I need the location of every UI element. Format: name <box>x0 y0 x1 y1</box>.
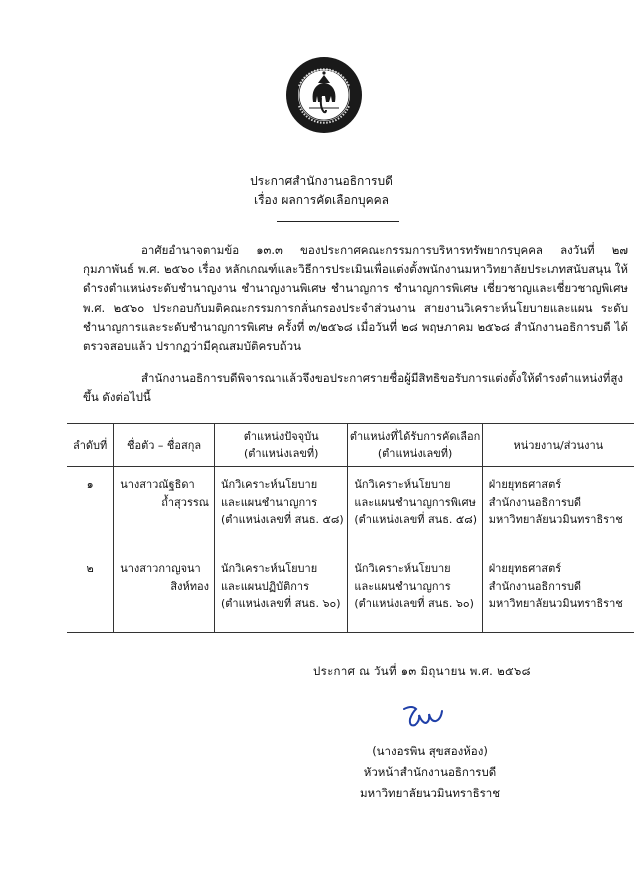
table-row <box>67 551 634 633</box>
current-position: นักวิเคราะห์นโยบาย และแผนปฏิบัติการ (ตำแหน่งเลขที่ สนธ. ๖๐) <box>214 551 347 633</box>
unit: ฝ่ายยุทธศาสตร์ สำนักงานอธิการบดี มหาวิทยาลัยนวมินทราธิราช <box>482 467 634 552</box>
header-current-position: ตำแหน่งปัจจุบัน (ตำแหน่งเลขที่) <box>214 424 347 467</box>
candidate-table <box>67 423 634 633</box>
announcement-date: ประกาศ ณ วันที่ ๑๓ มิถุนายน พ.ศ. ๒๕๖๘ <box>313 664 531 678</box>
title-divider <box>277 221 399 222</box>
row-number: ๒ <box>67 551 114 633</box>
handwritten-signature-icon <box>398 703 448 733</box>
header-selected-position: ตำแหน่งที่ได้รับการคัดเลือก (ตำแหน่งเลขที่) <box>348 424 482 467</box>
signer-organization: มหาวิทยาลัยนวมินทราธิราช <box>359 786 501 800</box>
table-header-row <box>67 424 634 467</box>
unit: ฝ่ายยุทธศาสตร์ สำนักงานอธิการบดี มหาวิทยาลัยนวมินทราธิราช <box>482 551 634 633</box>
announcement-subject: เรื่อง ผลการคัดเลือกบุคคล <box>253 193 390 207</box>
selected-position: นักวิเคราะห์นโยบาย และแผนชำนาญการพิเศษ (ตำแหน่งเลขที่ สนธ. ๕๘) <box>348 467 482 552</box>
header-name: ชื่อตัว – ชื่อสกุล <box>114 424 215 467</box>
header-unit: หน่วยงาน/ส่วนงาน <box>482 424 634 467</box>
signer-name: (นางอรพิน สุขสองห้อง) <box>372 744 488 758</box>
current-position: นักวิเคราะห์นโยบาย และแผนชำนาญการ (ตำแหน่งเลขที่ สนธ. ๕๘) <box>214 467 347 552</box>
candidate-name: นางสาวณัฐธิดา ถ้ำสุวรรณ <box>114 467 215 552</box>
signer-title: หัวหน้าสำนักงานอธิการบดี <box>363 765 497 779</box>
candidate-name: นางสาวกาญจนา สิงห์ทอง <box>114 551 215 633</box>
row-number: ๑ <box>86 478 94 491</box>
university-seal-icon <box>285 56 363 134</box>
selected-position: นักวิเคราะห์นโยบาย และแผนชำนาญการ (ตำแหน่งเลขที่ สนธ. ๖๐) <box>348 551 482 633</box>
body-paragraph-1: อาศัยอำนาจตามข้อ ๑๓.๓ ของประกาศคณะกรรมการบริหารทรัพยากรบุคคล ลงวันที่ ๒๗ กุมภาพันธ์ พ.ศ. ๒๕๖๐ เรื่อง หลักเกณฑ์และวิธีการประเมินเพื่อแต่งตั้งพนักงานมหาวิทยาลัยประเภทสนับสนุน ให้ดำรงตำแหน่งระดับชำนาญงาน ชำนาญงานพิเศษ ชำนาญการ ชำนาญการพิเศษ เชี่ยวชาญและเชี่ยวชาญพิเศษ พ.ศ. ๒๕๖๐ ประกอบกับมติคณะกรรมการกลั่นกรองประจำส่วนงาน สายงานวิเคราะห์นโยบายและแผน ระดับชำนาญการและระดับชำนาญการพิเศษ ครั้งที่ ๓/๒๕๖๘ เมื่อวันที่ ๒๘ พฤษภาคม ๒๕๖๘ สำนักงานอธิการบดี ได้ตรวจสอบแล้ว ปรากฏว่ามีคุณสมบัติครบถ้วน <box>83 243 628 354</box>
header-no: ลำดับที่ <box>67 424 114 467</box>
table-row <box>67 467 634 552</box>
body-paragraph-2: สำนักงานอธิการบดีพิจารณาแล้วจึงขอประกาศรายชื่อผู้มีสิทธิขอรับการแต่งตั้งให้ดำรงตำแหน่งที่สูงขึ้น ดังต่อไปนี้ <box>83 371 623 405</box>
announcement-title: ประกาศสำนักงานอธิการบดี <box>250 174 393 188</box>
